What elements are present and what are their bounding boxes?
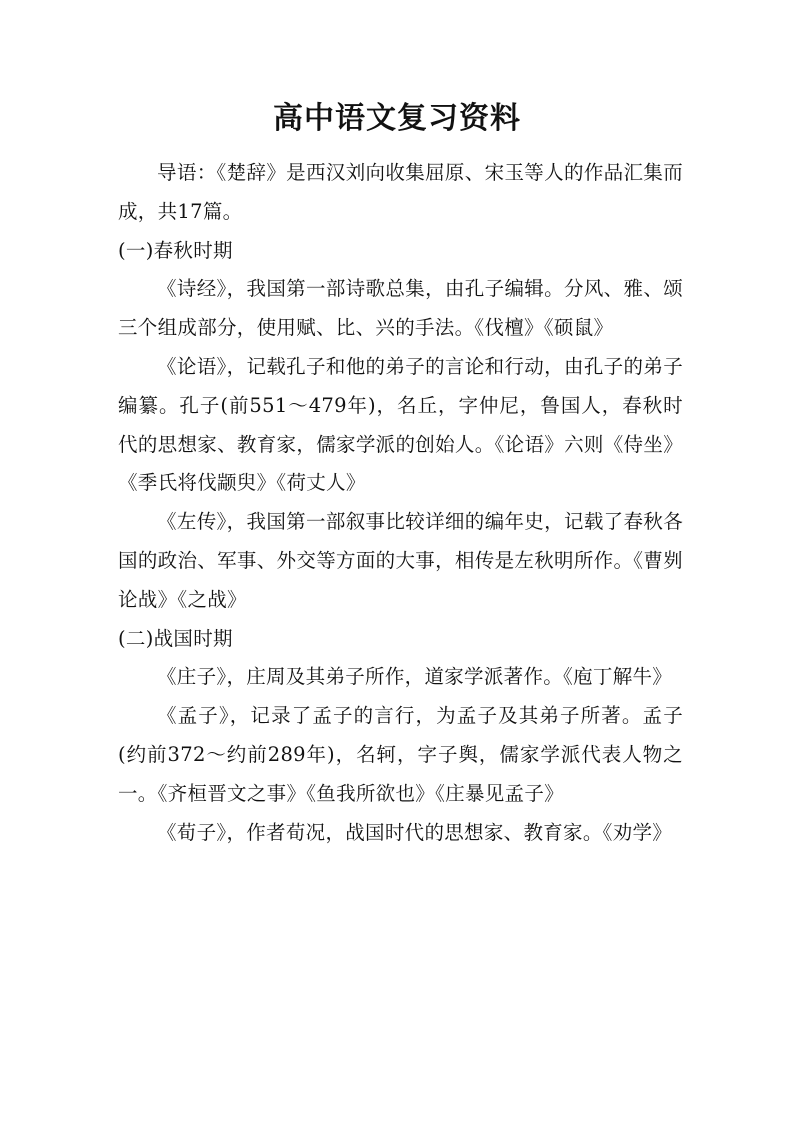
paragraph-zuozhuan: 《左传》，我国第一部叙事比较详细的编年史，记载了春秋各国的政治、军事、外交等方面的大事，相传是左秋明所作。《曹刿论战》《之战》: [118, 510, 683, 611]
paragraph-zhuangzi: 《庄子》，庄周及其弟子所作，道家学派著作。《庖丁解牛》: [157, 665, 673, 689]
paragraph-shijing: 《诗经》，我国第一部诗歌总集，由孔子编辑。分风、雅、颂三个组成部分，使用赋、比、兴的手法。《伐檀》《硕鼠》: [118, 277, 683, 340]
document-title: 高中语文复习资料: [273, 101, 521, 136]
document-body: [118, 154, 683, 852]
paragraph-mengzi: 《孟子》，记录了孟子的言行，为孟子及其弟子所著。孟子(约前372～约前289年)，名轲，字子舆，儒家学派代表人物之一。《齐桓晋文之事》《鱼我所欲也》《庄暴见孟子》: [118, 704, 683, 805]
intro-paragraph: 导语：《楚辞》是西汉刘向收集屈原、宋玉等人的作品汇集而成，共17篇。: [118, 161, 683, 223]
section-heading-warring-states: (二)战国时期: [118, 626, 233, 650]
section-heading-spring-autumn: (一)春秋时期: [118, 238, 233, 262]
paragraph-xunzi: 《荀子》，作者荀况，战国时代的思想家、教育家。《劝学》: [157, 820, 673, 844]
paragraph-lunyu: 《论语》，记载孔子和他的弟子的言论和行动，由孔子的弟子编纂。孔子(前551～479年)，名丘，字仲尼，鲁国人，春秋时代的思想家、教育家，儒家学派的创始人。《论语》六则《侍坐》《季氏将伐颛臾》《荷丈人》: [118, 354, 683, 495]
